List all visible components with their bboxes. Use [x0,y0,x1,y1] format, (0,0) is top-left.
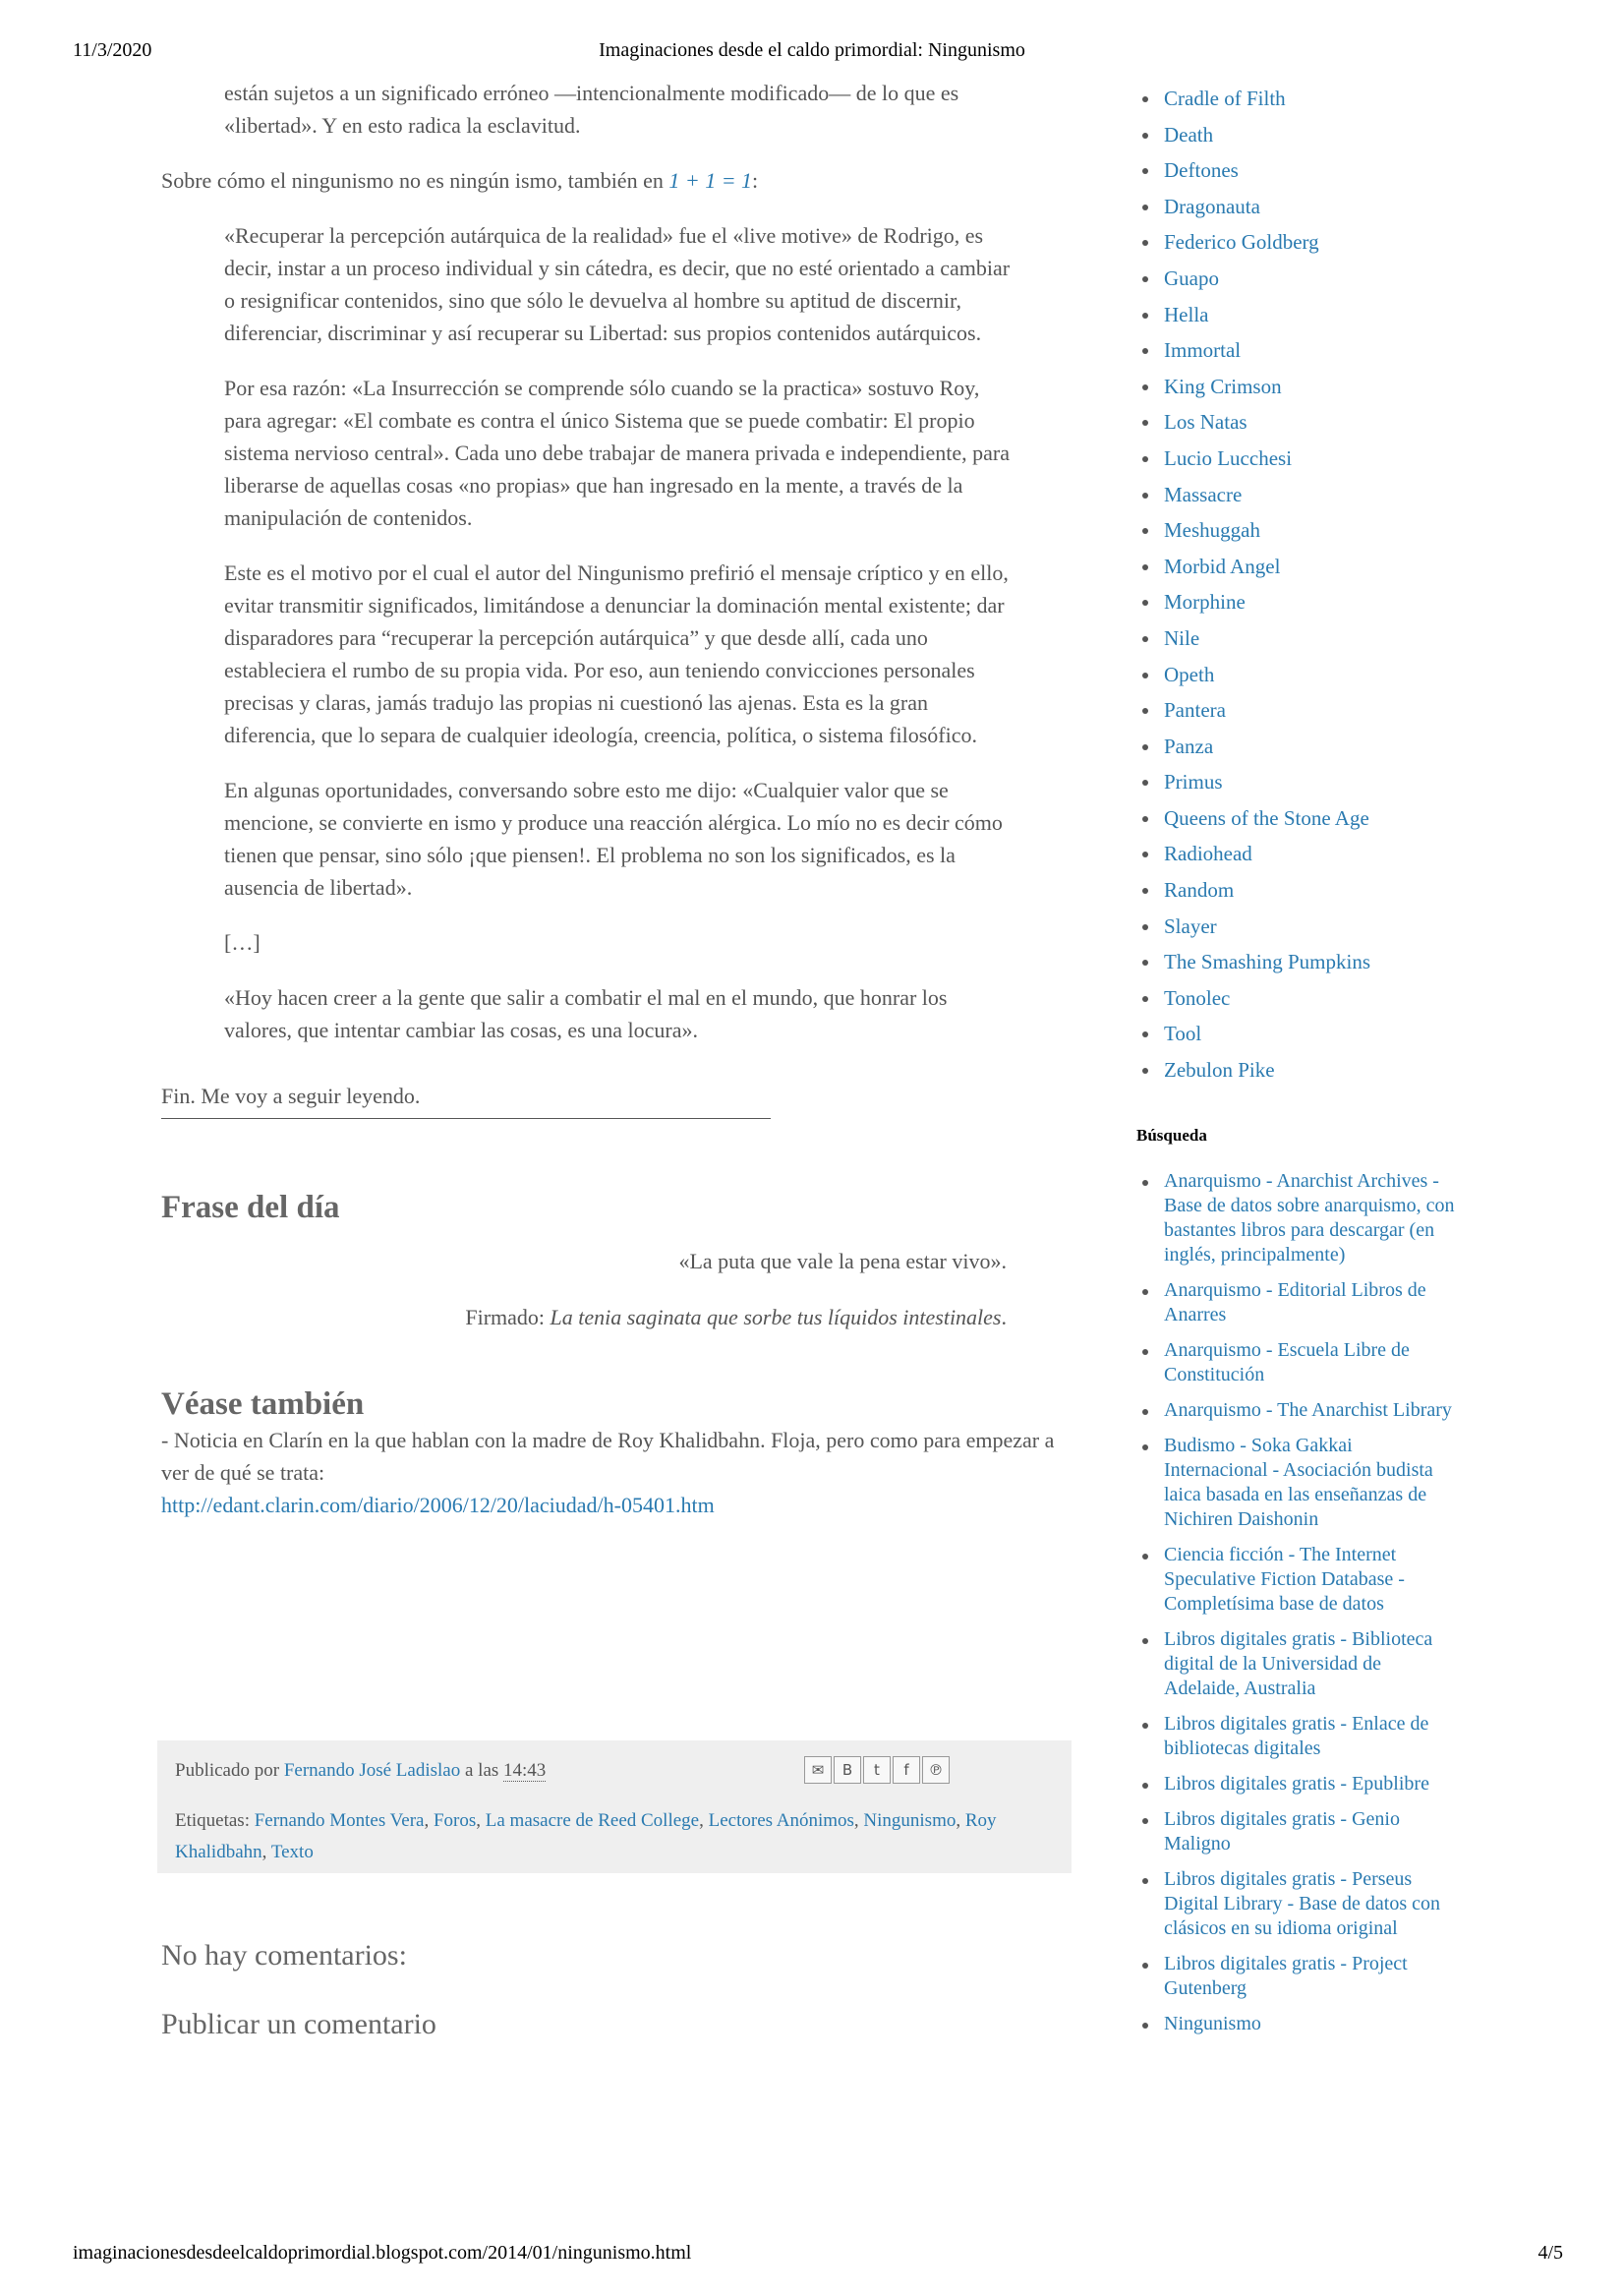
sidebar-link[interactable]: Massacre [1164,482,1243,506]
sidebar-link[interactable]: Morbid Angel [1164,554,1281,578]
sidebar-link[interactable]: Hella [1164,302,1209,326]
sidebar-list-item [1136,85,1461,121]
sidebar-list-item [1136,1627,1461,1701]
sidebar-link[interactable]: Slayer [1164,913,1217,938]
post-tags: Etiquetas: Fernando Montes Vera, Foros, La masacre de Reed College, Lectores Anónimos, Ningunismo, Roy Khalidbahn, Texto [175,1810,997,1862]
post-byline [175,1760,546,1782]
one-plus-one-link[interactable]: 1 + 1 = 1 [668,168,753,193]
at-label: a las [460,1760,504,1781]
quote-continuation: están sujetos a un significado erróneo —intencionalmente modificado— de lo que es «libertad». Y en esto radica la esclavitud. [224,81,959,138]
search-heading: Búsqueda [1136,1125,1207,1145]
sidebar-list-item [1136,516,1461,553]
sidebar-link[interactable]: Budismo - Soka Gakkai Internacional - Asociación budista laica basada en las enseñanzas de Nichiren Daishonin [1164,1434,1433,1530]
sidebar-link[interactable]: Dragonauta [1164,194,1260,218]
sidebar-list-item [1136,1712,1461,1761]
email-share-icon[interactable]: ✉ [804,1756,832,1784]
publish-comment-heading: Publicar un comentario [161,2008,436,2040]
author-link[interactable]: Fernando José Ladislao [283,1760,461,1781]
print-header [0,39,1624,67]
post-body [161,77,1066,1521]
sidebar-list-item [1136,768,1461,804]
divider [161,1118,771,1119]
sidebar-link[interactable]: Anarquismo - Escuela Libre de Constitución [1164,1338,1410,1385]
signed-by: La tenia saginata que sorbe tus líquidos intestinales [550,1305,1002,1329]
sidebar-link[interactable]: Libros digitales gratis - Epublibre [1164,1772,1429,1795]
sidebar-link[interactable]: The Smashing Pumpkins [1164,950,1371,974]
clarin-link[interactable]: http://edant.clarin.com/diario/2006/12/20/laciudad/h-05401.htm [161,1493,715,1517]
sidebar-list-item [1136,1772,1461,1796]
sidebar-link[interactable]: Opeth [1164,662,1215,686]
pinterest-share-icon[interactable]: ℗ [922,1756,950,1784]
tag-link[interactable]: Lectores Anónimos [708,1810,854,1831]
frase-quote: «La puta que vale la pena estar vivo». [678,1249,1007,1273]
sidebar-list-item [1136,1807,1461,1856]
sidebar-link[interactable]: Immortal [1164,338,1242,363]
sidebar-list-item [1136,840,1461,876]
sidebar-list-item [1136,193,1461,229]
sidebar-link[interactable]: King Crimson [1164,374,1282,398]
intro-text: Sobre cómo el ningunismo no es ningún ismo, también en [161,168,669,193]
sidebar-link[interactable]: Anarquismo - The Anarchist Library [1164,1398,1452,1421]
sidebar-list-item [1136,156,1461,193]
sidebar-list-item [1136,1867,1461,1941]
sidebar-link[interactable]: Death [1164,122,1214,147]
tag-link[interactable]: Fernando Montes Vera [254,1810,425,1831]
twitter-share-icon[interactable]: t [863,1756,891,1784]
tag-link[interactable]: Foros [433,1810,477,1831]
intro-paragraph [161,164,1066,197]
sidebar-link[interactable]: Queens of the Stone Age [1164,805,1369,830]
frase-heading: Frase del día [161,1190,340,1225]
print-footer [0,2242,1624,2269]
sidebar-list-item [1136,481,1461,517]
sidebar-list-item [1136,336,1461,373]
sidebar-list-item [1136,1020,1461,1056]
sidebar-link[interactable]: Ningunismo [1164,2012,1261,2034]
print-date: 11/3/2020 [73,39,152,61]
sidebar-link[interactable]: Libros digitales gratis - Project Gutenberg [1164,1952,1408,1999]
sidebar-link[interactable]: Random [1164,878,1235,903]
sidebar-link[interactable]: Libros digitales gratis - Perseus Digital Library - Base de datos con clásicos en su idioma original [1164,1867,1441,1939]
post-footer [157,1740,1072,1873]
vease-text: - Noticia en Clarín en la que hablan con la madre de Roy Khalidbahn. Floja, pero como para empezar a ver de qué se trata: [161,1428,1055,1485]
print-url: imaginacionesdesdeelcaldoprimordial.blogspot.com/2014/01/ningunismo.html [73,2242,692,2264]
tag-link[interactable]: La masacre de Reed College [485,1810,700,1831]
sidebar-link[interactable]: Pantera [1164,698,1226,723]
sidebar-list-item [1136,121,1461,157]
sidebar-link[interactable]: Libros digitales gratis - Biblioteca digital de la Universidad de Adelaide, Australia [1164,1627,1433,1699]
comments-heading: No hay comentarios: [161,1939,407,1972]
sidebar-link[interactable]: Anarquismo - Editorial Libros de Anarres [1164,1278,1426,1325]
sidebar-link[interactable]: Panza [1164,734,1214,758]
quote-paragraph: «Recuperar la percepción autárquica de la realidad» fue el «live motive» de Rodrigo, es decir, instar a un proceso individual y sin cátedra, es decir, que no esté orientado a cambiar o resignificar contenidos, sino que sólo le devuelva al hombre su aptitud de discernir, diferenciar, discriminar y así recuperar su Libertad: sus propios contenidos autárquicos. [224,223,1011,345]
sidebar-list-item [1136,2012,1461,2036]
sidebar-link[interactable]: Lucio Lucchesi [1164,445,1293,470]
sidebar-list-item [1136,373,1461,409]
sidebar-list-item [1136,553,1461,589]
tag-link[interactable]: Roy Khalidbahn [175,1810,997,1862]
sidebar-list-item [1136,444,1461,481]
sidebar-link[interactable]: Libros digitales gratis - Genio Maligno [1164,1807,1400,1854]
sidebar-list-item [1136,876,1461,913]
sidebar-list-item [1136,661,1461,697]
tags-label: Etiquetas: [175,1810,255,1831]
sidebar-list-item [1136,1543,1461,1617]
quote-paragraph: En algunas oportunidades, conversando sobre esto me dijo: «Cualquier valor que se mencione, se convierte en ismo y produce una reacción alérgica. Lo mío no es decir cómo tienen que pensar, sino sólo ¡que piensen!. El problema no son los significados, es la ausencia de libertad». [224,778,1003,900]
signed-label: Firmado: [465,1305,551,1329]
signed-end: . [1001,1305,1007,1329]
quote-paragraph: Por esa razón: «La Insurrección se comprende sólo cuando se la practica» sostuvo Roy, para agregar: «El combate es contra el único Sistema que se puede combatir: El propio sistema nervioso central». Cada uno debe trabajar de manera privada e independiente, para liberarse de aquellas cosas «no propias» que han ingresado en la mente, a través de la manipulación de contenidos. [224,376,1010,530]
sidebar-link[interactable]: Ciencia ficción - The Internet Speculative Fiction Database - Completísima base de datos [1164,1543,1405,1615]
sidebar-list-item [1136,733,1461,769]
sidebar-list-item [1136,301,1461,337]
sidebar-list-item [1136,1434,1461,1532]
sidebar-link[interactable]: Anarquismo - Anarchist Archives - Base de datos sobre anarquismo, con bastantes libros para descargar (en inglés, principalmente) [1164,1169,1455,1266]
sidebar [1136,85,1461,2047]
sidebar-link[interactable]: Libros digitales gratis - Enlace de bibliotecas digitales [1164,1712,1429,1759]
quote-paragraph: Este es el motivo por el cual el autor del Ningunismo prefirió el mensaje críptico y en ello, evitar transmitir significados, limitándose a denunciar la dominación mental existente; dar disparadores para “recuperar la percepción autárquica” y que desde allí, cada uno estableciera el rumbo de su propia vida. Por eso, aun teniendo convicciones personales precisas y claras, jamás tradujo las propias ni cuestionó las ajenas. Esta es la gran diferencia, que lo separa de cualquier ideología, creencia, política, o sistema filosófico. [224,560,1009,747]
print-page-title: Imaginaciones desde el caldo primordial: Ningunismo [599,39,1025,61]
blockquote [224,219,1015,1046]
sidebar-link[interactable]: Los Natas [1164,410,1247,435]
sidebar-link[interactable]: Primus [1164,770,1223,795]
ending-text: Fin. Me voy a seguir leyendo. [161,1084,421,1108]
intro-end: : [752,168,759,193]
tag-link[interactable]: Ningunismo [863,1810,957,1831]
sidebar-list-item [1136,1338,1461,1387]
sidebar-list-item [1136,588,1461,624]
sidebar-list-item [1136,948,1461,984]
sidebar-list-item [1136,265,1461,301]
sidebar-list-item [1136,1398,1461,1423]
search-link-list [1136,1169,1461,2036]
sidebar-link[interactable]: Federico Goldberg [1164,230,1319,255]
facebook-share-icon[interactable]: f [893,1756,920,1784]
sidebar-list-item [1136,1278,1461,1327]
sidebar-list-item [1136,696,1461,733]
sidebar-link[interactable]: Tool [1164,1022,1202,1046]
sidebar-link[interactable]: Radiohead [1164,842,1252,866]
sidebar-list-item [1136,913,1461,949]
sidebar-link[interactable]: Nile [1164,625,1200,650]
tag-link[interactable]: Texto [270,1842,314,1862]
sidebar-list-item [1136,228,1461,265]
sidebar-list-item [1136,984,1461,1021]
sidebar-link[interactable]: Meshuggah [1164,518,1260,543]
sidebar-link[interactable]: Cradle of Filth [1164,87,1286,110]
sidebar-link[interactable]: Guapo [1164,265,1219,290]
sidebar-link[interactable]: Zebulon Pike [1164,1058,1275,1083]
print-page-number: 4/5 [1537,2242,1563,2264]
quote-paragraph: «Hoy hacen creer a la gente que salir a combatir el mal en el mundo, que honrar los valores, que intentar cambiar las cosas, es una locura». [224,985,948,1042]
sidebar-link[interactable]: Morphine [1164,590,1246,615]
sidebar-list-item [1136,408,1461,444]
published-by-label: Publicado por [175,1760,284,1781]
sidebar-list-item [1136,1169,1461,1267]
share-buttons [804,1756,952,1784]
sidebar-link[interactable]: Tonolec [1164,985,1231,1010]
blogger-share-icon[interactable]: B [834,1756,861,1784]
sidebar-list-item [1136,1056,1461,1092]
sidebar-list-item [1136,1952,1461,2001]
quote-paragraph: […] [224,930,261,955]
vease-heading: Véase también [161,1386,365,1422]
frase-signature [161,1301,1007,1333]
band-link-list [1136,85,1461,1092]
sidebar-list-item [1136,804,1461,841]
sidebar-list-item [1136,624,1461,661]
sidebar-link[interactable]: Deftones [1164,158,1239,183]
post-timestamp-link[interactable]: 14:43 [503,1760,547,1781]
